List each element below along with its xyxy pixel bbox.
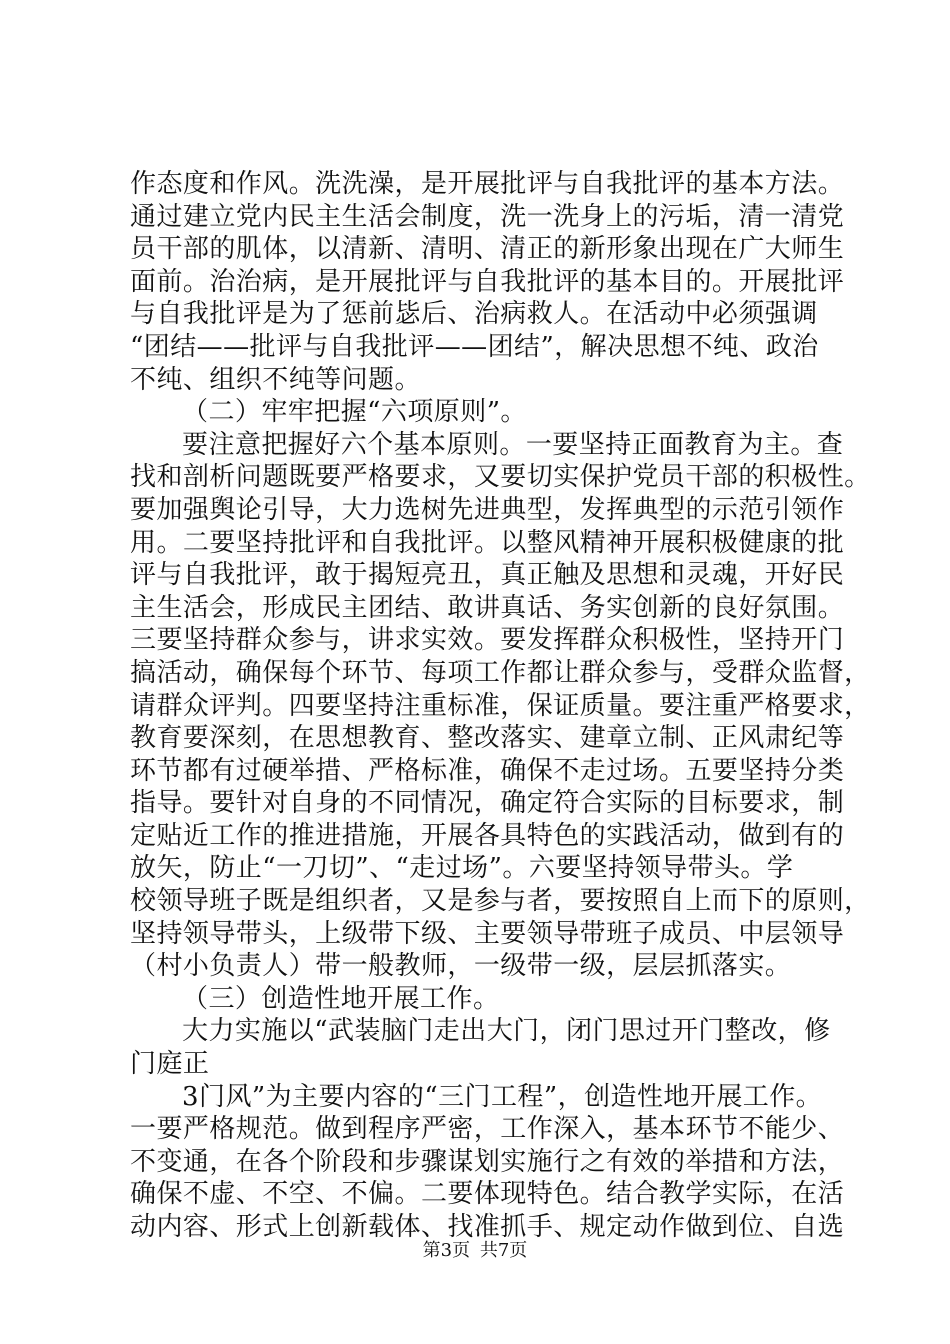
text-line: 一要严格规范。做到程序严密，工作深入，基本环节不能少、 — [130, 1114, 845, 1145]
text-line: 门庭正 — [130, 1049, 210, 1080]
text-line: 员干部的肌体，以清新、清明、清正的新形象出现在广大师生 — [130, 234, 845, 265]
text-line: 动内容、形式上创新载体、找准抓手、规定动作做到位、自选 — [130, 1212, 845, 1242]
text-line: 搞活动，确保每个环节、每项工作都让群众参与，受群众监督， — [130, 657, 871, 688]
text-line: 定贴近工作的推进措施，开展各具特色的实践活动，做到有的 — [130, 820, 845, 851]
page-total: 共7页 — [479, 1240, 528, 1261]
document-body — [130, 168, 871, 1244]
text-line: 要注意把握好六个基本原则。一要坚持正面教育为主。查 — [182, 429, 844, 460]
text-line: （三）创造性地开展工作。 — [182, 983, 500, 1014]
text-line: （二）牢牢把握“六项原则”。 — [182, 397, 527, 428]
text-line: 用。二要坚持批评和自我批评。以整风精神开展积极健康的批 — [130, 527, 845, 558]
text-line: 三要坚持群众参与，讲求实效。要发挥群众积极性，坚持开门 — [130, 625, 845, 656]
page-number: 第3页 — [422, 1240, 471, 1261]
page-footer — [0, 1236, 950, 1262]
text-line: “团结——批评与自我批评——团结”，解决思想不纯、政治 — [130, 331, 819, 362]
text-line: 评与自我批评，敢于揭短亮丑，真正触及思想和灵魂，开好民 — [130, 560, 845, 591]
text-line: 放矢，防止“一刀切”、“走过场”。六要坚持领导带头。学 — [130, 853, 794, 884]
text-line: 主生活会，形成民主团结、敢讲真话、务实创新的良好氛围。 — [130, 592, 845, 623]
text-line: 指导。要针对自身的不同情况，确定符合实际的目标要求，制 — [130, 788, 845, 819]
text-line: 通过建立党内民主生活会制度，洗一洗身上的污垢，清一清党 — [130, 201, 845, 232]
text-line: 不变通，在各个阶段和步骤谋划实施行之有效的举措和方法， — [130, 1146, 845, 1177]
text-line: 作态度和作风。洗洗澡，是开展批评与自我批评的基本方法。 — [130, 169, 845, 199]
text-line: 3门风”为主要内容的“三门工程”，创造性地开展工作。 — [182, 1081, 823, 1112]
text-line: 环节都有过硬举措、严格标准，确保不走过场。五要坚持分类 — [130, 755, 845, 786]
text-line: 教育要深刻，在思想教育、整改落实、建章立制、正风肃纪等 — [130, 723, 845, 754]
text-line: 请群众评判。四要坚持注重标准，保证质量。要注重严格要求， — [130, 690, 871, 721]
text-line: 面前。治治病，是开展批评与自我批评的基本目的。开展批评 — [130, 266, 845, 297]
text-line: 要加强舆论引导，大力选树先进典型，发挥典型的示范引领作 — [130, 494, 845, 525]
text-line: 不纯、组织不纯等问题。 — [130, 364, 421, 395]
text-line: 校领导班子既是组织者，又是参与者，要按照自上而下的原则， — [130, 886, 871, 917]
text-line: 大力实施以“武装脑门走出大门，闭门思过开门整改，修 — [182, 1016, 831, 1047]
text-line: （村小负责人）带一般教师，一级带一级，层层抓落实。 — [130, 951, 792, 982]
text-line: 找和剖析问题既要严格要求，又要切实保护党员干部的积极性。 — [130, 462, 871, 493]
text-line: 与自我批评是为了惩前毖后、治病救人。在活动中必须强调 — [130, 299, 818, 330]
text-line: 确保不虚、不空、不偏。二要体现特色。结合教学实际，在活 — [130, 1179, 845, 1210]
text-line: 坚持领导带头，上级带下级、主要领导带班子成员、中层领导 — [130, 918, 845, 949]
